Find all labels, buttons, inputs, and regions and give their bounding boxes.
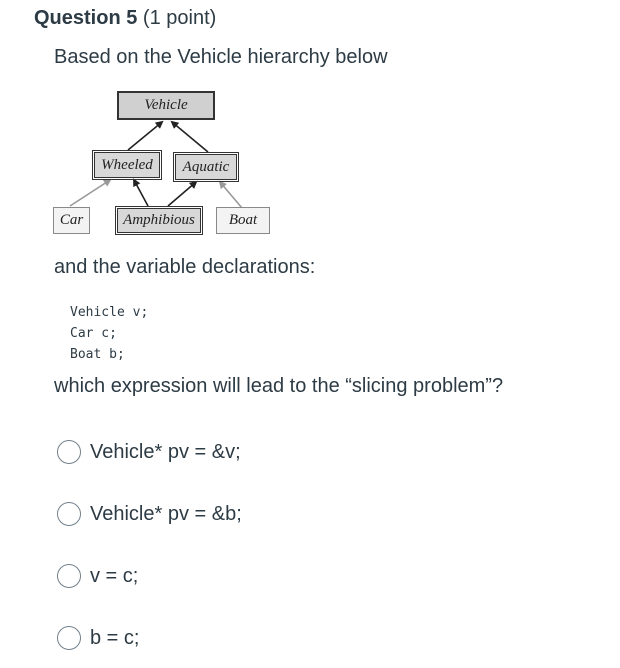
answer-label[interactable]: v = c;	[90, 564, 139, 587]
radio-button[interactable]	[57, 440, 81, 464]
question-title: Question 5	[34, 7, 138, 29]
node-vehicle: Vehicle	[117, 91, 215, 120]
arrow-amphibious-aquatic	[168, 182, 196, 206]
question-header	[34, 6, 216, 30]
radio-button[interactable]	[57, 626, 81, 650]
arrow-aquatic-vehicle	[172, 122, 208, 152]
radio-button[interactable]	[57, 564, 81, 588]
answer-option-4[interactable]	[57, 626, 139, 650]
node-car: Car	[53, 207, 90, 234]
vehicle-hierarchy-diagram	[50, 88, 280, 238]
node-aquatic: Aquatic	[175, 154, 237, 180]
answer-option-1[interactable]	[57, 440, 241, 464]
variables-intro: and the variable declarations:	[54, 256, 316, 278]
code-block	[70, 302, 148, 365]
question-intro: Based on the Vehicle hierarchy below	[54, 46, 388, 68]
answer-label[interactable]: Vehicle* pv = &b;	[90, 502, 242, 525]
node-wheeled: Wheeled	[94, 152, 160, 178]
arrow-car-wheeled	[70, 180, 110, 206]
arrow-boat-aquatic	[220, 182, 242, 208]
radio-button[interactable]	[57, 502, 81, 526]
code-line: Car c;	[70, 326, 117, 341]
answer-option-2[interactable]	[57, 502, 242, 526]
node-amphibious: Amphibious	[117, 208, 201, 233]
code-line: Boat b;	[70, 347, 125, 362]
answer-label[interactable]: b = c;	[90, 626, 140, 649]
node-boat: Boat	[216, 207, 270, 234]
arrow-amphibious-wheeled	[134, 180, 148, 206]
question-prompt: which expression will lead to the “slicing problem”?	[54, 375, 504, 397]
arrow-wheeled-vehicle	[128, 122, 162, 150]
answer-option-3[interactable]	[57, 564, 138, 588]
answer-label[interactable]: Vehicle* pv = &v;	[90, 440, 241, 463]
code-line: Vehicle v;	[70, 305, 149, 320]
question-points: (1 point)	[137, 7, 217, 29]
